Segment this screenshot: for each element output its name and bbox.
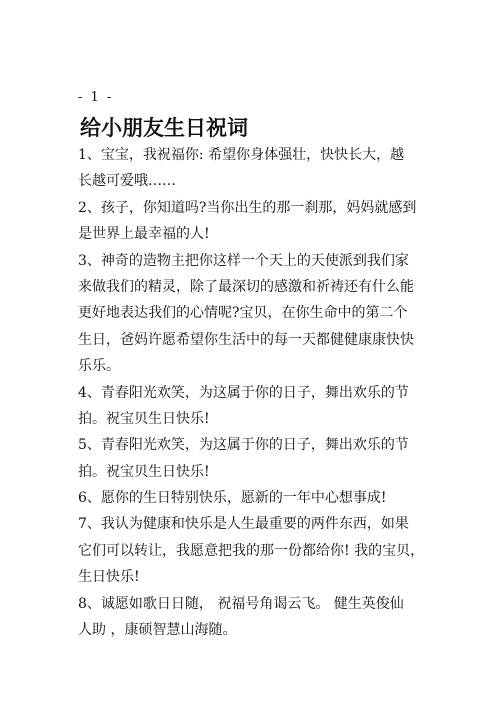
text-line: 4、青春阳光欢笑，为这属于你的日子，舞出欢乐的节 [78,384,409,401]
text-line: 长越可爱哦…… [78,173,176,190]
text-line: 拍。祝宝贝生日快乐! [78,463,210,480]
text-line: 拍。祝宝贝生日快乐! [78,410,210,427]
text-line: 3、神奇的造物主把你这样一个天上的天使派到我们家 [78,252,409,269]
text-line: 1、宝宝，我祝福你: 希望你身体强壮，快快长大，越 [78,147,405,163]
text-line: 乐乐。 [78,358,120,375]
text-line: 2、孩子，你知道吗?当你出生的那一刹那，妈妈就感到 [78,199,417,216]
text-line: 6、愿你的生日特别快乐，愿新的一年中心想事成! [78,490,387,507]
document-title: 给小朋友生日祝词 [80,116,248,140]
text-line: 来做我们的精灵，除了最深切的感激和祈祷还有什么能 [78,278,414,295]
text-line: 人助 ，康硕智慧山海随。 [78,622,237,639]
page-number: - 1 - [78,90,114,105]
text-line: 8、诚愿如歌日日随， 祝福号角谒云飞。 健生英俊仙 [78,595,404,612]
text-line: 生日快乐! [78,569,140,586]
text-line: 它们可以转让，我愿意把我的那一份都给你! 我的宝贝， [78,542,425,559]
text-line: 是世界上最幸福的人! [78,226,210,243]
text-line: 生日，爸妈许愿希望你生活中的每一天都健健康康快快 [78,331,414,348]
document-body [78,142,430,643]
text-line: 更好地表达我们的心情呢?宝贝，在你生命中的第二个 [78,305,408,322]
text-line: 5、青春阳光欢笑，为这属于你的日子，舞出欢乐的节 [78,437,409,454]
text-line: 7、我认为健康和快乐是人生最重要的两件东西，如果 [78,516,409,533]
